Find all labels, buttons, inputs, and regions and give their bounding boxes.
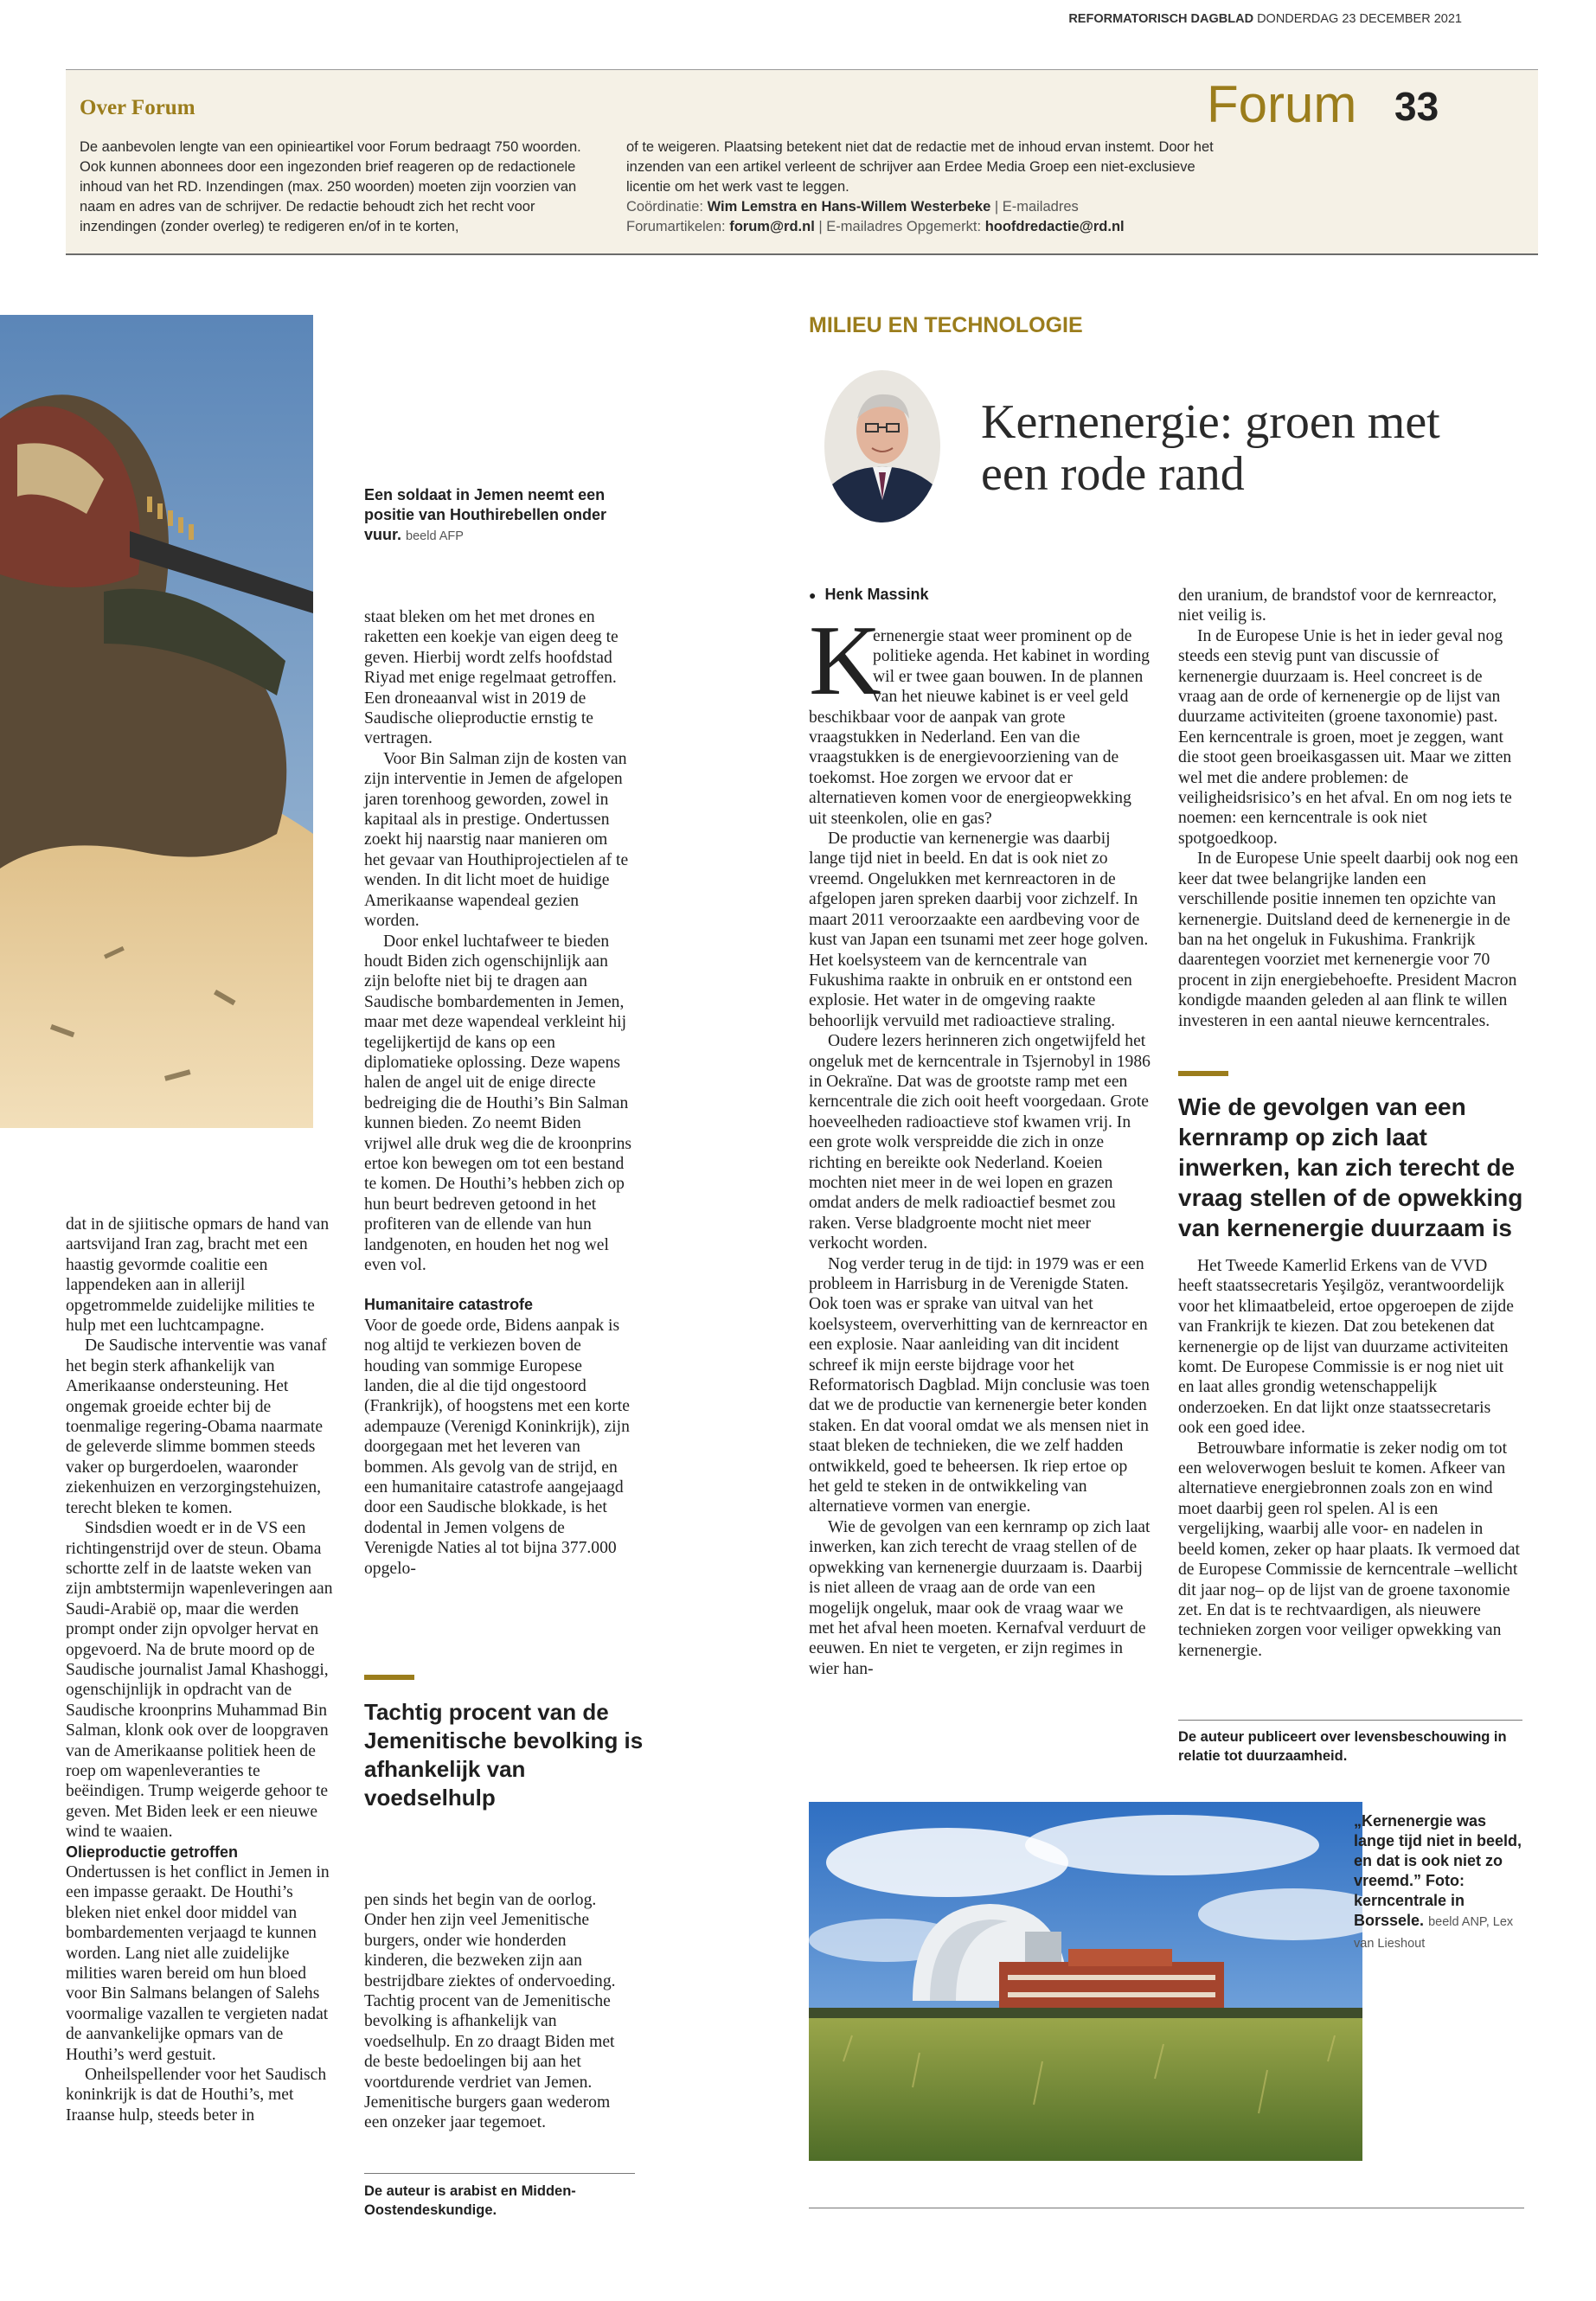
article-headline: Kernenergie: groen met een rode rand <box>981 395 1440 501</box>
masthead-paper: REFORMATORISCH DAGBLAD <box>1068 12 1254 26</box>
forum-email-link[interactable]: forum@rd.nl <box>729 219 815 234</box>
right-article-column-2-bottom <box>1178 1256 1520 1661</box>
soldier-photo <box>0 315 313 1128</box>
left-article-column-1 <box>66 1215 334 2125</box>
page-number: 33 <box>1394 84 1439 129</box>
paragraph: Onheilspellender voor het Saudisch koninkrijk is dat de Houthi’s, met Iraanse hulp, steeds beter in <box>66 2066 327 2125</box>
coordination-label: Coördinatie: <box>626 199 703 215</box>
soldier-photo-caption <box>364 485 641 547</box>
paragraph: De Saudische interventie was vanaf het begin sterk afhankelijk van Amerikaanse ondersteuning. Het ongemak groeide echter bij de toenmalige regering-Obama naarmate de geleverde slimme bommen steeds vaker op burgerdoelen, waaronder ziekenhuizen en verzorgingstehuizen, terecht bleken te komen. <box>66 1336 327 1517</box>
left-article-column-2-bottom <box>364 1890 632 2133</box>
paragraph: Door enkel luchtafweer te bieden houdt Biden zich ogenschijnlijk aan zijn belofte niet bij te dragen aan Saudische bombardementen in Jemen, maar met deze wapendeal verkleint hij tegelijkertijd de kans op een diplomatieke oplossing. Deze wapens halen de angel uit de enige directe bedreiging die de Houthi’s Bin Salman kunnen bieden. Zo neemt Biden vrijwel alle druk weg die de kroonprins ertoe kon bewegen om tot een bestand te komen. De Houthi’s hebben zich op hun beurt bedreven getoond in het profiteren van de ellende van hun landgenoten, en houden het nog wel even vol. <box>364 932 632 1274</box>
left-article-column-2-top <box>364 607 632 1579</box>
paragraph: De productie van kernenergie was daarbij lange tijd niet in beeld. En dat is ook niet zo vreemd. Ongelukken met kernreactoren in de afgelopen jaren spreken daarbij voor zichzelf. In maart 2011 veroorzaakte een aardbeving voor de kust van Japan een tsunami met zeer hoge golven. Het koelsysteem van de kerncentrale van Fukushima raakte in onbruik en er ontstond een explosie. Het water in de omgeving raakte behoorlijk vervuild met radioactieve straling. <box>809 830 1149 1030</box>
left-author-note: De auteur is arabist en Midden-Oostendeskundige. <box>364 2183 576 2218</box>
soldier-caption-text: Een soldaat in Jemen neemt een positie van Houthirebellen onder vuur. <box>364 486 607 543</box>
paragraph: Wie de gevolgen van een kernramp op zich laat inwerken, kan zich terecht de vraag stellen of de opwekking van kernenergie duurzaam is. Daarbij is niet alleen de vraag aan de orde van een mogelijk ongeluk, maar ook de vraag waar we met het afval heen moeten. Kernafval verduurt de eeuwen. En niet te vergeten, er zijn regimes in wier han- <box>809 1517 1151 1678</box>
subheading: Humanitaire catastrofe <box>364 1296 534 1314</box>
right-author-note: De auteur publiceert over levensbeschouwing in relatie tot duurzaamheid. <box>1178 1729 1507 1764</box>
author-portrait <box>824 370 940 522</box>
over-forum-title: Over Forum <box>80 96 195 119</box>
paragraph: Voor Bin Salman zijn de kosten van zijn interventie in Jemen de afgelopen jaren torenhoog geworden, zowel in kapitaal als in prestige. Ondertussen zoekt hij naarstig naar manieren om het gevaar van Houthiprojectielen af te wenden. In dit licht moet de huidige Amerikaanse wapendeal gezien worden. <box>364 749 629 931</box>
masthead <box>1038 12 1462 26</box>
paragraph: staat bleken om het met drones en raketten een koekje van eigen deeg te geven. Hierbij wordt zelfs hoofdstad Riyad met enige regelmaat getroffen. Een droneaanval wist in 2019 de Saudische olieproductie ernstig te vertragen. <box>364 608 619 748</box>
paragraph: In de Europese Unie is het in ieder geval nog steeds een stevig punt van discussie of kernenergie duurzaam is. Heel concreet is de vraag aan de orde of kernenergie op de lijst van duurzame activiteiten (groene taxonomie) past. Een kerncentrale is groen, moet je zeggen, want die stoot geen broeikasgassen uit. Maar we zitten wel met die andere problemen: de veiligheidsrisico’s en het afval. En om nog iets te noemen: een kerncentrale is ook niet spotgoedkoop. <box>1178 626 1512 848</box>
paragraph: In de Europese Unie speelt daarbij ook nog een keer dat twee belangrijke landen een verschillende positie innemen ten opzichte van kernenergie. Duitsland deed de kernenergie in de ban na het ongeluk in Fukushima. Frankrijk daarentegen voorziet met kernenergie voor 70 procent in zijn energiebehoefte. President Macron kondigde maanden geleden al aan flink te willen investeren in een aantal nieuwe kerncentrales. <box>1178 849 1519 1030</box>
paragraph: Sindsdien woedt er in de VS een richtingenstrijd over de steun. Obama schortte zelf in de laatste weken van zijn ambtstermijn wapenleveringen aan Saudi-Arabië op, maar die werden prompt onder zijn opvolger hervat en opgevoerd. Na de brute moord op de Saudische journalist Jamal Khashoggi, ogenschijnlijk in opdracht van de Saudische kroonprins Muhammad Bin Salman, klonk ook over de loopgraven van de Amerikaanse politiek heen de roep om wapenleveranties te beëindigen. Trump weigerde gehoor te geven. Met Biden leek er een nieuwe wind te waaien. <box>66 1519 333 1842</box>
paragraph: den uranium, de brandstof voor de kernreactor, niet veilig is. <box>1178 586 1497 625</box>
section-label: MILIEU EN TECHNOLOGIE <box>809 313 1083 337</box>
plant-caption-text: „Kernenergie was lange tijd niet in beeld, en dat is ook niet zo vreemd.” Foto: kerncentrale in Borssele. <box>1354 1812 1522 1929</box>
plant-photo-credit: beeld ANP, Lex van Lieshout <box>1354 1915 1514 1951</box>
coordination-names: Wim Lemstra en Hans-Willem Westerbeke <box>707 199 991 215</box>
paragraph: dat in de sjiitische opmars de hand van aartsvijand Iran zag, bracht met een haastig gevormde coalitie een lappendeken aan in allerijl opgetrommelde zuidelijke milities te hulp met een luchtcampagne. <box>66 1215 330 1336</box>
power-plant-photo <box>809 1802 1362 2161</box>
left-pull-quote: Tachtig procent van de Jemenitische bevolking is afhankelijk van voedselhulp <box>364 1699 644 1811</box>
subheading: Olieproductie getroffen <box>66 1843 239 1861</box>
paragraph: pen sinds het begin van de oorlog. Onder hen zijn veel Jemenitische burgers, onder wie honderden kinderen, die bezweken zijn aan bestrijdbare ziektes of ondervoeding. Tachtig procent van de Jemenitische bevolking is afhankelijk van voedselhulp. En zo draagt Biden met de beste bedoelingen bij aan het voortdurende verdriet van Jemen. Jemenitische burgers gaan wederom een onzeker jaar tegemoet. <box>364 1891 616 2132</box>
soldier-photo-credit: beeld AFP <box>406 529 464 543</box>
right-author-rule <box>1178 1720 1522 1721</box>
right-pull-quote: Wie de gevolgen van een kernramp op zich laat inwerken, kan zich terecht de vraag stellen of de opwekking van kernenergie duurzaam is <box>1178 1093 1523 1241</box>
paragraph: Oudere lezers herinneren zich ongetwijfeld het ongeluk met de kerncentrale in Tsjernobyl in 1986 in Oekraïne. Dat was de grootste ramp met een kerncentrale die zich ooit heeft voorgedaan. Grote hoeveelheden radioactieve stof kwamen vrij. In een grote wolk verspreidde die zich in onze richting en bereikte ook Nederland. Koeien mochten niet meer in de wei lopen en grazen omdat anders de melk radioactief besmet zou raken. Verse bladgroente mocht niet meer verkocht worden. <box>809 1032 1151 1253</box>
email-line <box>626 217 1215 237</box>
drop-cap: K <box>809 606 881 716</box>
forum-info-text-1: De aanbevolen lengte van een opinieartikel voor Forum bedraagt 750 woorden. Ook kunnen abonnees door een ingezonden brief reageren op de redactionele inhoud van het RD. Inzendingen (max. 250 woorden) moeten zijn voorzien van naam en adres van de schrijver. De redactie behoudt zich het recht voor inzendingen (zonder overleg) te redigeren en/of in te korten, <box>80 139 581 234</box>
paragraph: Ondertussen is het conflict in Jemen in een impasse geraakt. De Houthi’s bleken niet enkel door middel van bombardementen verjaagd te kunnen worden. Lang niet alle zuidelijke milities waren bereid om hun bloed voor Bin Salmans belangen of Salehs voormalige vazallen te vergieten nadat de aanvankelijke opmars van de Houthi’s werd gestuit. <box>66 1863 330 2064</box>
forum-info-text-2: of te weigeren. Plaatsing betekent niet dat de redactie met de inhoud ervan instemt. Door het inzenden van een artikel verleent de schrijver aan Erdee Media Groep een niet-exclusieve licentie om het werk vast te leggen. <box>626 139 1214 195</box>
drop-cap-spacer <box>809 626 873 704</box>
masthead-date: DONDERDAG 23 DECEMBER 2021 <box>1257 12 1462 26</box>
opgemerkt-email-link[interactable]: hoofdredactie@rd.nl <box>984 219 1125 234</box>
section-name: Forum <box>1207 75 1357 133</box>
right-article-column-1 <box>809 626 1151 1679</box>
coordination-line <box>626 197 1215 217</box>
right-article-column-2-top <box>1178 586 1520 1031</box>
byline-bullet-icon: ● <box>809 588 817 602</box>
author-name: Henk Massink <box>824 586 929 603</box>
left-author-rule <box>364 2173 635 2174</box>
byline <box>809 586 929 604</box>
forum-articles-label: Forumartikelen: <box>626 219 726 234</box>
paragraph: Het Tweede Kamerlid Erkens van de VVD heeft staatssecretaris Yeşilgöz, verantwoordelijk voor het klimaatbeleid, ertoe opgeroepen de zijde van Frankrijk te kiezen. Dat zou betekenen dat kernenergie op de lijst van duurzame activiteiten komt. De Europese Commissie is er nog niet uit en laat alles grondig wetenschappelijk onderzoeken. En dat lijkt onze staatssecretaris ook een goed idee. <box>1178 1257 1514 1438</box>
paragraph: Nog verder terug in de tijd: in 1979 was er een probleem in Harrisburg in de Verenigde Staten. Ook toen was er sprake van uitval van het koelsysteem, oververhitting van de kernreactor en een explosie. Naar aanleiding van dit incident schreef ik mijn eerste bijdrage voor het Reformatorisch Dagblad. Mijn conclusie was toen dat we de productie van kernenergie beter konden staken. En dat vooral omdat we als mensen niet in staat bleken de technieken, die we zelf hadden ontwikkeld, goed te beheersen. Ik riep ertoe op het geld te steken in de ontwikkeling van alternatieve vormen van energie. <box>809 1254 1150 1516</box>
forum-info-text-2-block <box>626 138 1215 237</box>
left-pullquote-bar <box>364 1675 414 1680</box>
right-pullquote-bar <box>1178 1071 1228 1076</box>
email-label: | E-mailadres <box>994 199 1079 215</box>
paragraph: Betrouwbare informatie is zeker nodig om tot een weloverwogen besluit te komen. Afkeer van alternatieve energiebronnen zoals zon en wind moet daarbij geen rol spelen. Al is een vergelijking, waarbij alle voor- en nadelen in beeld komen, zeker op haar plaats. Ik vermoed dat de Europese Commissie de kerncentrale –wellicht dit jaar nog– op de lijst van de groene taxonomie zet. En dat is te rechtvaardigen, als nieuwere technieken zorgen voor veiliger opwekking van kernenergie. <box>1178 1439 1520 1660</box>
plant-photo-caption <box>1354 1811 1522 1954</box>
opgemerkt-label: | E-mailadres Opgemerkt: <box>818 219 982 234</box>
paragraph: Voor de goede orde, Bidens aanpak is nog altijd te verkiezen boven de houding van sommige Europese landen, die al die tijd ongestoord (Frankrijk), of hoogstens met een korte adempauze (Verenigd Koninkrijk), zijn doorgegaan met het leveren van bommen. Als gevolg van de strijd, en een humanitaire catastrofe aangejaagd door een Saudische blokkade, is het dodental in Jemen volgens de Verenigde Naties al tot bijna 377.000 opgelo- <box>364 1316 630 1578</box>
paragraph: ernenergie staat weer prominent op de politieke agenda. Het kabinet in wording wil er twee gaan bouwen. In de plannen van het nieuwe kabinet is er veel geld beschikbaar voor de aanpak van grote vraagstukken in Nederland. Een van die vraagstukken is de energievoorziening van de toekomst. Hoe zorgen we ervoor dat er alternatieven komen voor de energieopwekking uit steenkolen, olie en gas? <box>809 627 1150 828</box>
